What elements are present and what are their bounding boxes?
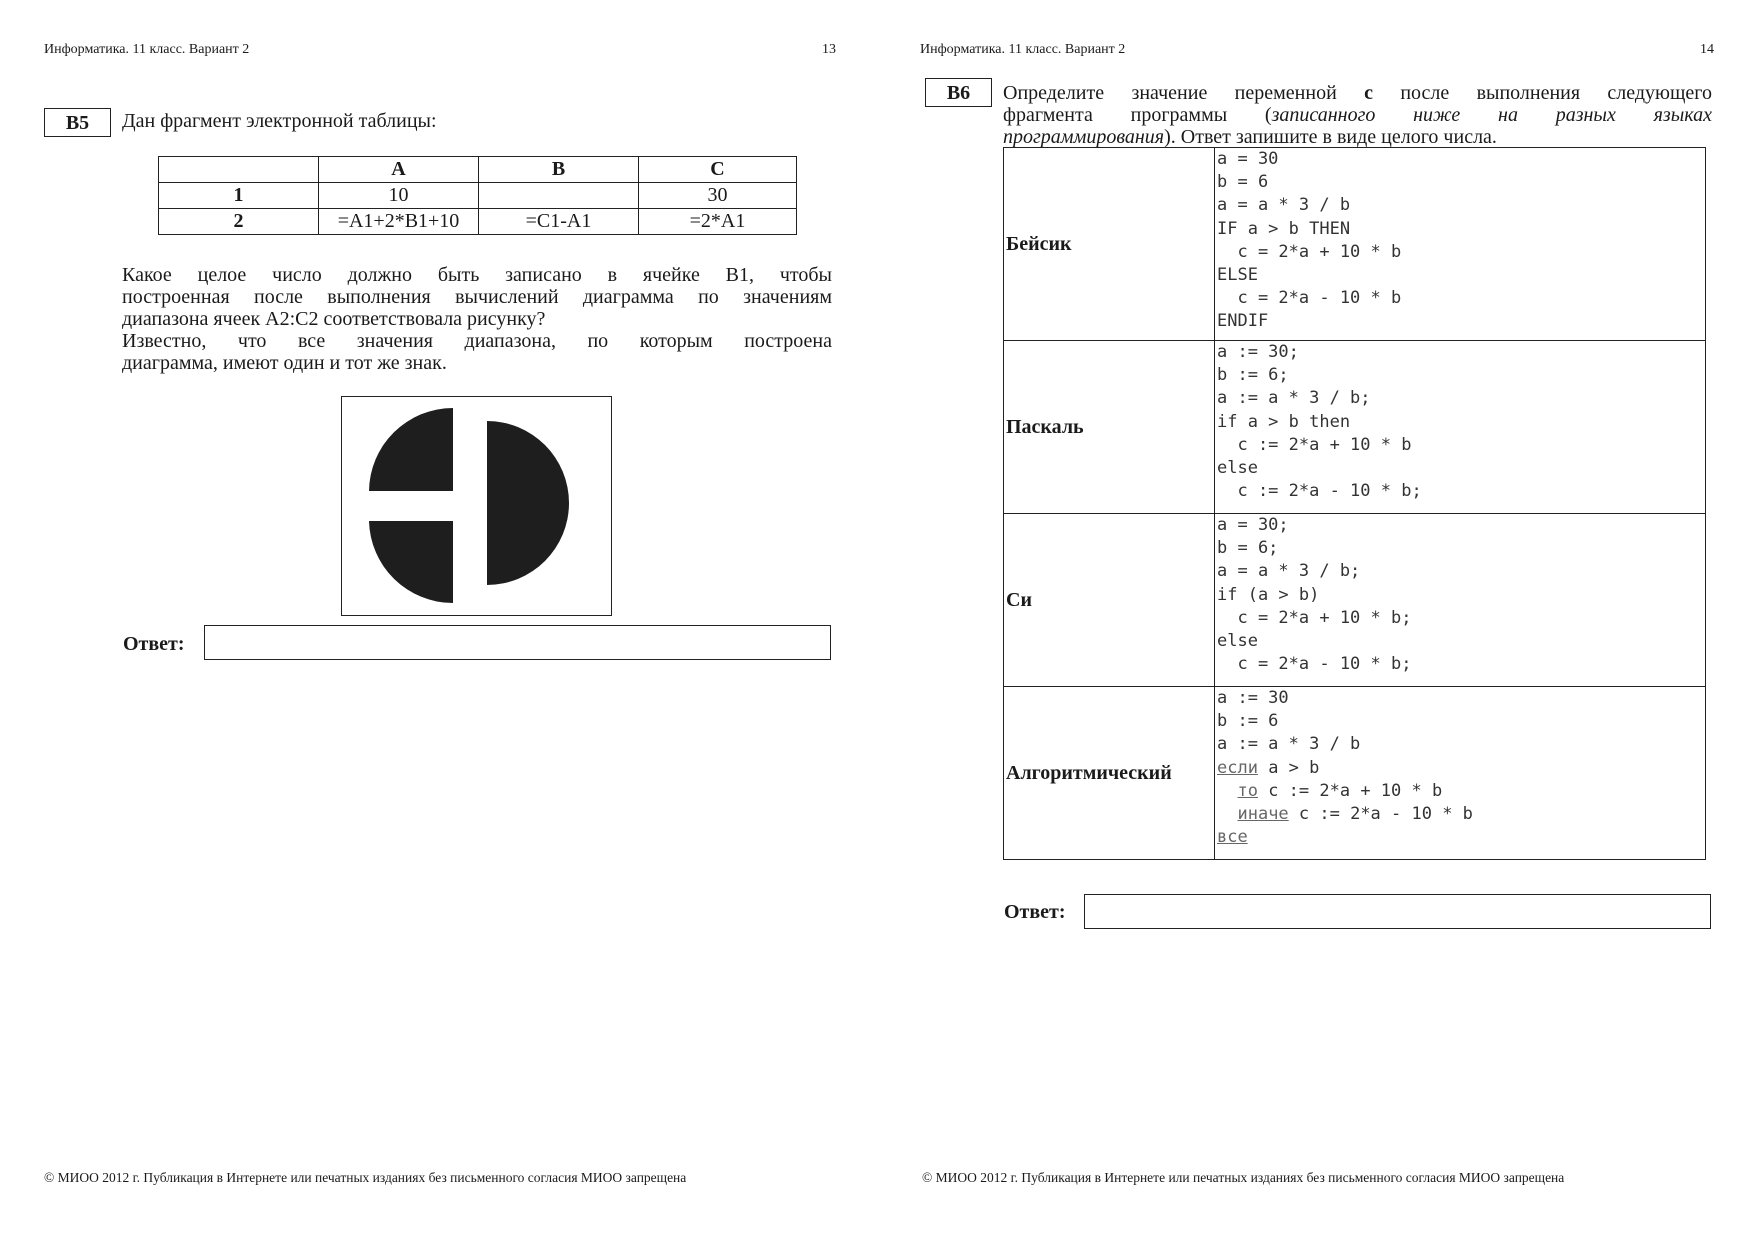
right-page-footer: © МИОО 2012 г. Публикация в Интернете или печатных изданиях без письменного согласия МИОО запрещена xyxy=(922,1170,1565,1185)
code-line: c := 2*a - 10 * b; xyxy=(1217,481,1422,502)
code-line: c = 2*a + 10 * b; xyxy=(1217,607,1412,628)
b5-answer-label: Ответ: xyxy=(123,633,185,655)
b5-answer-field[interactable] xyxy=(204,625,831,660)
question-line xyxy=(1003,104,1712,126)
pie-chart-figure xyxy=(341,396,612,616)
code-c xyxy=(1215,514,1706,687)
pie-chart-svg xyxy=(342,397,611,615)
code-line: a = a * 3 / b xyxy=(1217,195,1351,216)
question-line: диаграмма, имеют один и тот же знак. xyxy=(122,352,447,374)
code-text: c := 2*a - 10 * b xyxy=(1288,803,1473,824)
right-page-number: 14 xyxy=(1700,42,1714,57)
b6-answer-label: Ответ: xyxy=(1004,901,1066,923)
code-line: a := a * 3 / b; xyxy=(1217,388,1371,409)
code-indent xyxy=(1217,804,1237,824)
code-line: else xyxy=(1217,630,1258,651)
language-label-c: Си xyxy=(1004,514,1215,687)
code-line: a = 30; xyxy=(1217,515,1289,535)
language-label-pascal: Паскаль xyxy=(1004,341,1215,514)
code-line: a = 30 xyxy=(1217,149,1279,169)
left-page-footer: © МИОО 2012 г. Публикация в Интернете или печатных изданиях без письменного согласия МИОО запрещена xyxy=(44,1170,687,1185)
code-line: a := 30 xyxy=(1217,688,1289,708)
cell-a1: 10 xyxy=(319,183,479,209)
code-line: b := 6 xyxy=(1217,711,1279,732)
code-line: c = 2*a - 10 * b; xyxy=(1217,654,1412,675)
keyword-end: все xyxy=(1217,827,1248,848)
code-line: c = 2*a + 10 * b xyxy=(1217,241,1402,262)
code-algorithmic xyxy=(1215,687,1706,860)
question-text-part: ). Ответ запишите в виде целого числа. xyxy=(1164,126,1497,148)
table-corner-cell xyxy=(159,157,319,183)
code-line: c := 2*a + 10 * b xyxy=(1217,434,1412,455)
row-header-1: 1 xyxy=(159,183,319,209)
right-page-header: Информатика. 11 класс. Вариант 2 xyxy=(920,42,1126,57)
code-line: b = 6 xyxy=(1217,172,1269,193)
question-line: Какое целое число должно быть записано в ячейке B1, чтобы xyxy=(122,264,832,286)
code-line: b = 6; xyxy=(1217,538,1279,559)
cell-c2: =2*A1 xyxy=(639,209,797,235)
question-b5-text xyxy=(122,264,832,374)
code-line: ELSE xyxy=(1217,264,1258,285)
pie-slice-right xyxy=(487,421,569,585)
question-line: построенная после выполнения вычислений диаграмма по значениям xyxy=(122,286,832,308)
code-text: c := 2*a + 10 * b xyxy=(1257,780,1443,801)
keyword-else: иначе xyxy=(1237,803,1289,824)
question-line xyxy=(1003,126,1712,148)
question-text-part: после выполнения следующего xyxy=(1373,82,1712,104)
b6-answer-field[interactable] xyxy=(1084,894,1711,929)
code-line: ENDIF xyxy=(1217,311,1269,332)
language-label-algorithmic: Алгоритмический xyxy=(1004,687,1215,860)
row-header-2: 2 xyxy=(159,209,319,235)
code-line xyxy=(1217,826,1705,849)
table-row xyxy=(159,209,797,235)
cell-b1 xyxy=(479,183,639,209)
code-line: a = a * 3 / b; xyxy=(1217,561,1361,582)
code-line: b := 6; xyxy=(1217,365,1289,386)
cell-b2: =C1-A1 xyxy=(479,209,639,235)
table-header-row xyxy=(159,157,797,183)
question-text-part: Определите значение переменной xyxy=(1003,82,1365,104)
column-header-c: C xyxy=(639,157,797,183)
table-row xyxy=(159,183,797,209)
code-line: a := 30; xyxy=(1217,342,1299,362)
question-line: диапазона ячеек A2:C2 соответствовала рисунку? xyxy=(122,308,546,330)
question-b6-label: B6 xyxy=(925,78,992,107)
code-line: a := a * 3 / b xyxy=(1217,734,1361,755)
keyword-if: если xyxy=(1217,757,1258,778)
left-page-number: 13 xyxy=(822,42,836,57)
cell-a2: =A1+2*B1+10 xyxy=(319,209,479,235)
code-line: c = 2*a - 10 * b xyxy=(1217,288,1402,309)
code-basic xyxy=(1215,148,1706,341)
question-text-italic: записанного ниже на разных языках xyxy=(1271,104,1712,126)
question-line: Известно, что все значения диапазона, по которым построена xyxy=(122,330,832,352)
question-b5-intro: Дан фрагмент электронной таблицы: xyxy=(122,110,437,132)
program-row-algorithmic xyxy=(1004,687,1706,860)
code-pascal xyxy=(1215,341,1706,514)
question-line xyxy=(1003,82,1712,104)
code-indent xyxy=(1217,781,1237,801)
code-line: if (a > b) xyxy=(1217,584,1320,605)
pie-slice-top-left xyxy=(369,408,453,491)
language-label-basic: Бейсик xyxy=(1004,148,1215,341)
left-page-header: Информатика. 11 класс. Вариант 2 xyxy=(44,42,250,57)
code-line: else xyxy=(1217,457,1258,478)
question-text-part: фрагмента программы ( xyxy=(1003,104,1272,126)
pie-slice-bottom-left xyxy=(369,521,453,603)
column-header-a: A xyxy=(319,157,479,183)
code-line xyxy=(1217,780,1705,803)
column-header-b: B xyxy=(479,157,639,183)
question-b6-text xyxy=(1003,82,1712,148)
question-b5-label: B5 xyxy=(44,108,111,137)
question-text-italic: программирования xyxy=(1003,126,1165,148)
program-row-basic xyxy=(1004,148,1706,341)
question-variable: c xyxy=(1364,82,1373,104)
cell-c1: 30 xyxy=(639,183,797,209)
program-table xyxy=(1003,147,1706,860)
code-line: IF a > b THEN xyxy=(1217,218,1351,239)
program-row-c xyxy=(1004,514,1706,687)
code-line xyxy=(1217,757,1705,780)
code-line xyxy=(1217,803,1705,826)
spreadsheet-fragment xyxy=(158,156,797,235)
code-line: if a > b then xyxy=(1217,411,1351,432)
code-text: a > b xyxy=(1257,757,1320,778)
keyword-then: то xyxy=(1237,780,1258,801)
program-row-pascal xyxy=(1004,341,1706,514)
